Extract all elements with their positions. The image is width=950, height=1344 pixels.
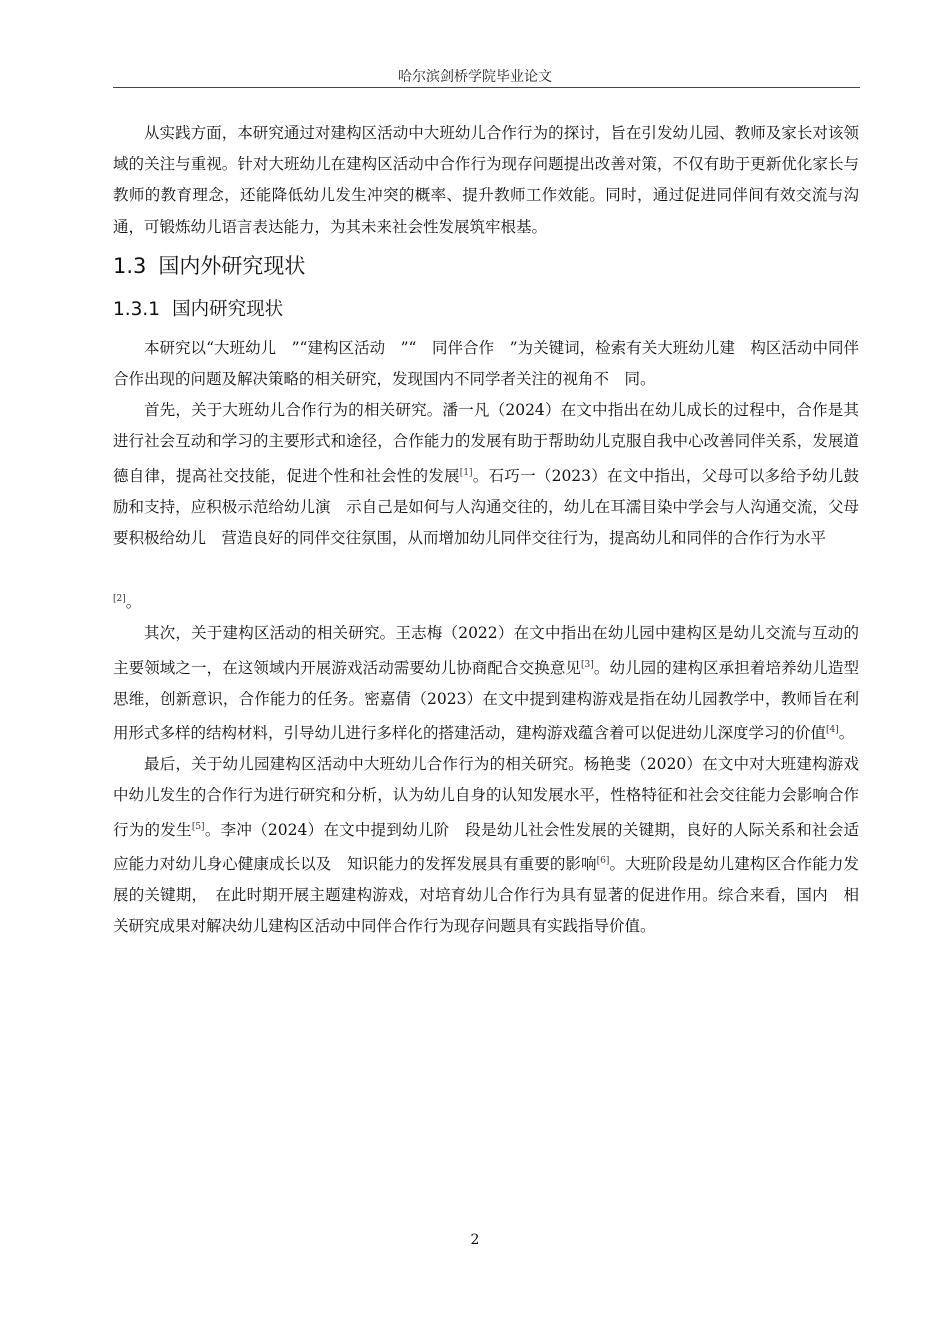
paragraph-last-text-b: 。李冲（2024）在文中提到幼儿阶 段是幼儿社会性发展的关键期，良好的人际关系和社会适应能力对幼儿身心健康成长以及 知识能力的发挥发展具有重要的影响	[113, 820, 859, 873]
citation-5: [5]	[191, 821, 205, 832]
paragraph-first	[113, 395, 859, 554]
citation-6: [6]	[596, 855, 610, 866]
paragraph-second	[113, 618, 859, 749]
page-header-title: 哈尔滨剑桥学院毕业论文	[398, 69, 552, 85]
paragraph-first-text-a: 首先，关于大班幼儿合作行为的相关研究。潘一凡（2024）在文中指出在幼儿成长的过程中，合作是其进行社会互动和学习的主要形式和途径，合作能力的发展有助于帮助幼儿克服自我中心改善同伴关系，发展道德自律，提高社交技能，促进个性和社会性的发展	[113, 401, 859, 485]
citation-4: [4]	[826, 725, 839, 736]
paragraph-second-text-b: 。幼儿园的建构区承担着培养幼儿造型思维，创新意识，合作能力的任务。密嘉倩（2023）在文中提到建构游戏是指在幼儿园教学中，教师旨在利用形式多样的结构材料，引导幼儿进行多样化的搭建活动，建构游戏蕴含着可以促进幼儿深度学习的价值	[113, 658, 859, 743]
citation-1: [1]	[459, 467, 473, 478]
paragraph-last-text-a: 最后，关于幼儿园建构区活动中大班幼儿合作行为的相关研究。杨艳斐（2020）在文中对大班建构游戏中幼儿发生的合作行为进行研究和分析，认为幼儿自身的认知发展水平，性格特征和社会交往能力会影响合作行为的发生	[113, 755, 859, 839]
section-title: 国内外研究现状	[158, 253, 306, 278]
section-number: 1.3	[113, 253, 147, 278]
document-body	[113, 118, 859, 942]
header-divider	[113, 87, 860, 88]
page-number: 2	[470, 1232, 480, 1248]
paragraph-second-text-a: 其次，关于建构区活动的相关研究。王志梅（2022）在文中指出在幼儿园中建构区是幼儿交流与互动的主要领域之一，在这领域内开展游戏活动需要幼儿协商配合交换意见	[113, 624, 859, 677]
subsection-heading-1-3-1	[113, 293, 859, 327]
section-heading-1-3	[113, 249, 859, 283]
paragraph-last-text-c: 。大班阶段是幼儿建构区合作能力发展的关键期， 在此时期开展主题建构游戏，对培育幼儿合作行为具有显著的促进作用。综合来看，国内 相关研究成果对解决幼儿建构区活动中同伴合作行为现存问题具有实践指导价值。	[113, 854, 859, 936]
citation-2-line	[113, 584, 859, 618]
citation-3: [3]	[581, 659, 594, 670]
paragraph-second-text-c: 。	[838, 724, 855, 743]
citation-2: [2]	[113, 594, 126, 605]
paragraph-practice: 从实践方面，本研究通过对建构区活动中大班幼儿合作行为的探讨，旨在引发幼儿园、教师及家长对该领域的关注与重视。针对大班幼儿在建构区活动中合作行为现存问题提出改善对策，不仅有助于更新优化家长与教师的教育理念，还能降低幼儿发生冲突的概率、提升教师工作效能。同时，通过促进同伴间有效交流与沟通，可锻炼幼儿语言表达能力，为其未来社会性发展筑牢根基。	[113, 124, 859, 236]
subsection-title: 国内研究现状	[172, 298, 284, 320]
subsection-number: 1.3.1	[113, 298, 161, 320]
paragraph-keywords: 本研究以“大班幼儿 ”“建构区活动 ”“ 同伴合作 ”为关键词，检索有关大班幼儿建 构区活动中同伴合作出现的问题及解决策略的相关研究，发现国内不同学者关注的视角不 同。	[113, 338, 859, 389]
paragraph-first-text-b: 。石巧一（2023）在文中指出，父母可以多给予幼儿鼓励和支持，应积极示范给幼儿演 示自己是如何与人沟通交往的，幼儿在耳濡目染中学会与人沟通交流，父母要积极给幼儿 营造良好的同伴交往氛围，从而增加幼儿同伴交往行为，提高幼儿和同伴的合作行为水平	[113, 466, 859, 548]
paragraph-last	[113, 749, 859, 942]
citation-2-period: 。	[125, 593, 142, 612]
